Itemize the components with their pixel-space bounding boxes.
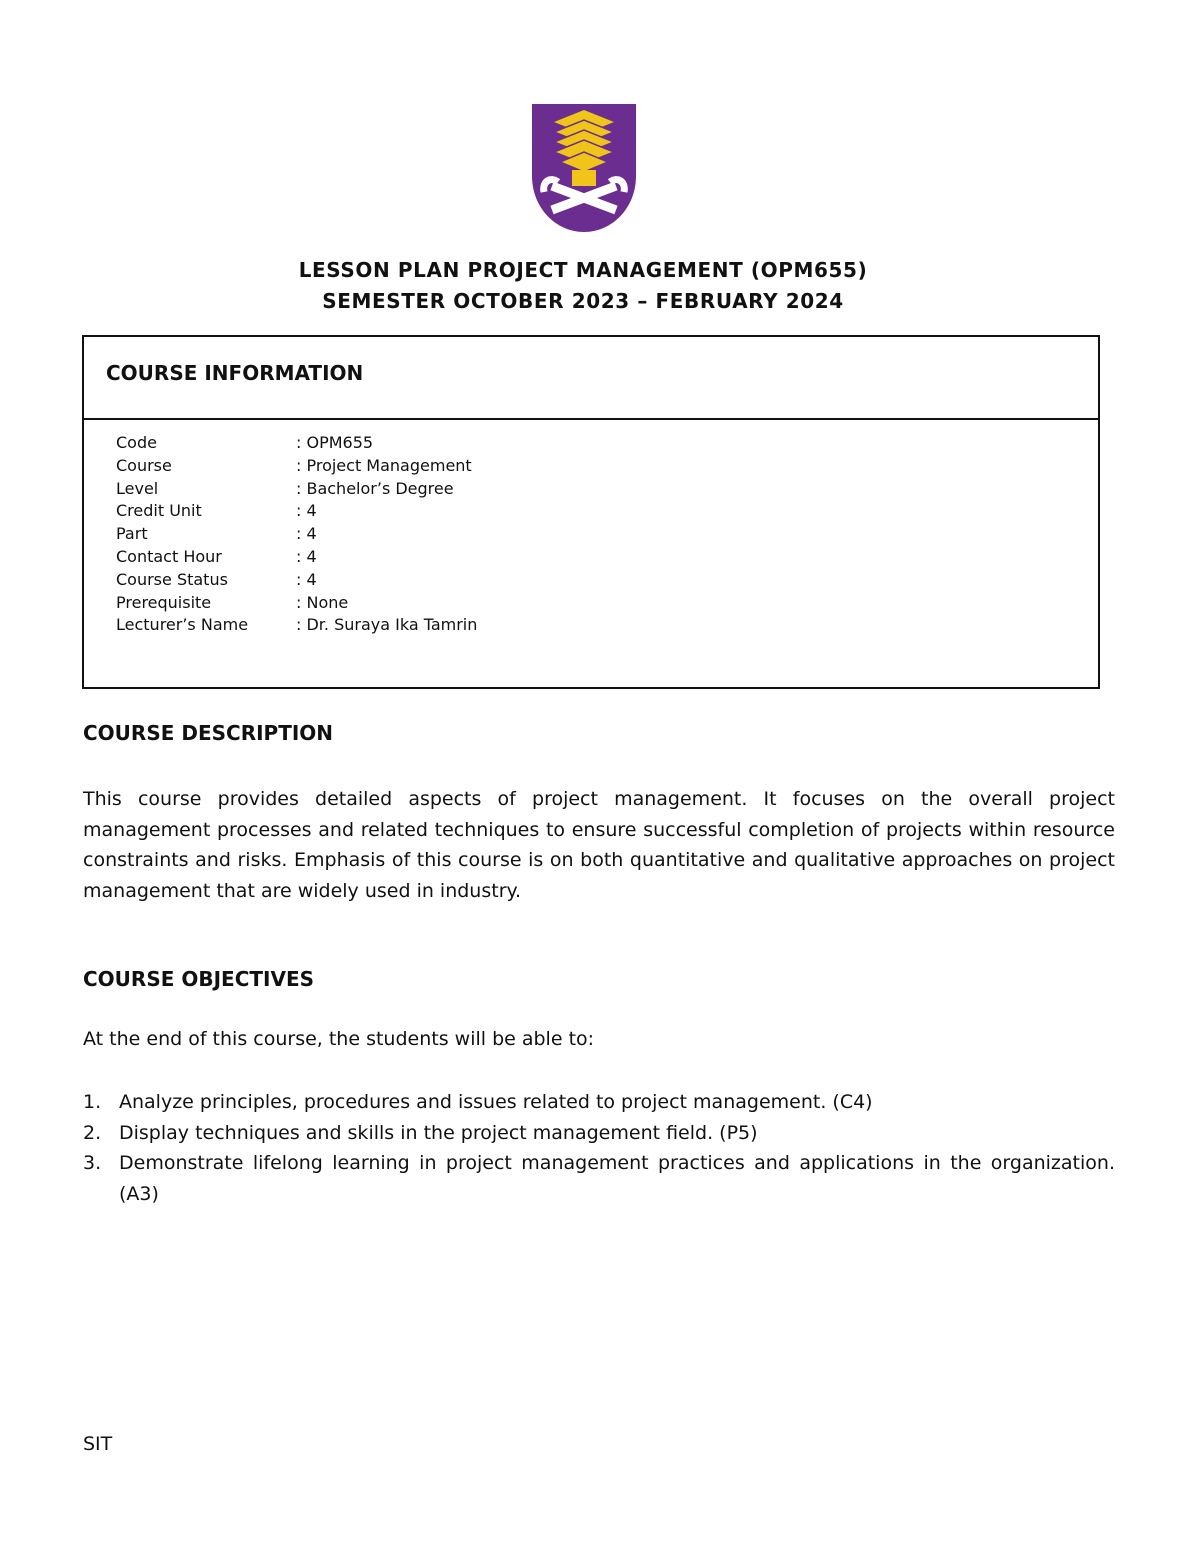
info-row-contact-hour — [116, 546, 477, 569]
info-row-part — [116, 523, 477, 546]
info-label: Contact Hour — [116, 546, 222, 566]
objective-text: Display techniques and skills in the project management field. (P5) — [119, 1121, 758, 1144]
objectives-intro: At the end of this course, the students will be able to: — [83, 1028, 595, 1050]
info-value: : 4 — [296, 501, 317, 521]
info-row-credit-unit — [116, 500, 477, 523]
info-value: : 4 — [296, 524, 317, 544]
info-label: Level — [116, 478, 159, 498]
info-value: : Dr. Suraya Ika Tamrin — [296, 615, 478, 635]
objective-number: 1. — [83, 1091, 102, 1113]
objective-item — [83, 1118, 1115, 1149]
objective-number: 3. — [83, 1152, 102, 1174]
course-information-box — [82, 335, 1100, 689]
objective-item — [83, 1148, 1115, 1209]
info-value: : Bachelor’s Degree — [296, 478, 454, 498]
info-row-level — [116, 478, 477, 501]
info-row-lecturer — [116, 614, 477, 637]
document-title: LESSON PLAN PROJECT MANAGEMENT (OPM655) — [298, 258, 868, 282]
info-value: : 4 — [296, 569, 317, 589]
info-label: Prerequisite — [116, 592, 212, 612]
info-row-code — [116, 432, 477, 455]
info-label: Course — [116, 455, 172, 475]
objective-text: Demonstrate lifelong learning in project management practices and applications in the organization. (A3) — [119, 1152, 1115, 1205]
info-label: Code — [116, 433, 157, 452]
course-information-heading: COURSE INFORMATION — [106, 361, 364, 385]
info-row-course — [116, 455, 477, 478]
objective-text: Analyze principles, procedures and issues related to project management. (C4) — [119, 1091, 873, 1113]
course-information-rows — [116, 432, 477, 637]
info-label: Course Status — [116, 569, 228, 589]
info-row-prerequisite — [116, 592, 477, 615]
objective-item — [83, 1087, 1115, 1118]
objective-number: 2. — [83, 1121, 102, 1144]
university-logo — [498, 84, 670, 250]
info-value: : Project Management — [296, 455, 472, 475]
footer-text: SIT — [83, 1433, 113, 1455]
course-description-text: This course provides detailed aspects of project management. It focuses on the overall project management processes and related techniques to ensure successful completion of projects within resource constraints and risks. Emphasis of this course is on both quantitative and qualitative approaches on project management that are widely used in industry. — [83, 788, 1115, 902]
info-value: : None — [296, 592, 349, 612]
info-row-course-status — [116, 569, 477, 592]
semester-subtitle: SEMESTER OCTOBER 2023 – FEBRUARY 2024 — [322, 289, 844, 313]
course-objectives-heading: COURSE OBJECTIVES — [83, 967, 315, 991]
crest-icon — [498, 84, 670, 250]
course-description-heading: COURSE DESCRIPTION — [83, 721, 334, 745]
objectives-list — [83, 1087, 1115, 1209]
info-label: Lecturer’s Name — [116, 615, 249, 635]
info-value: : 4 — [296, 546, 317, 566]
info-label: Part — [116, 524, 148, 544]
info-label: Credit Unit — [116, 501, 202, 521]
info-value: : OPM655 — [296, 433, 374, 452]
course-information-header — [84, 337, 1098, 420]
